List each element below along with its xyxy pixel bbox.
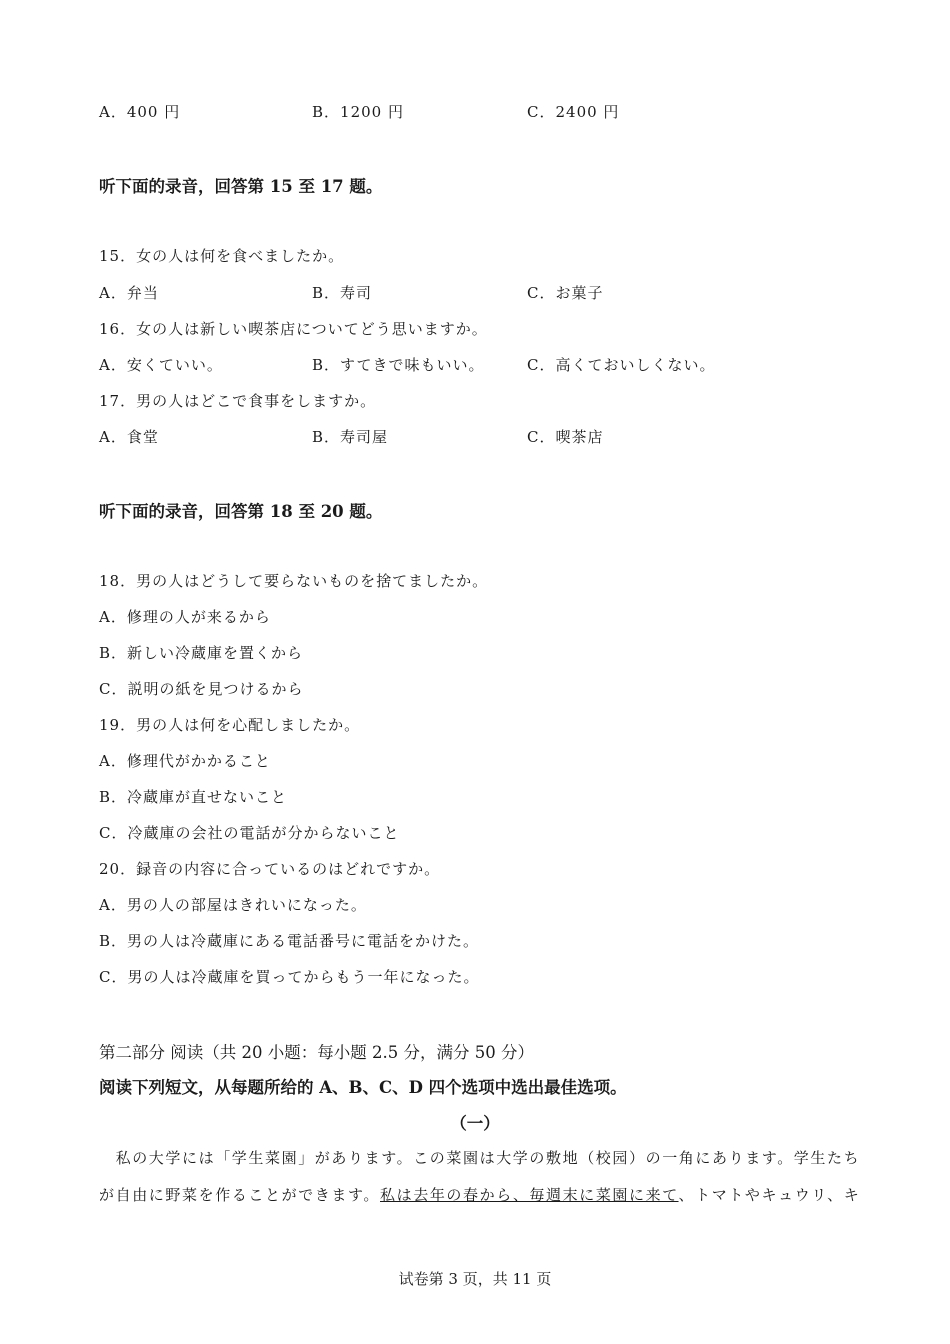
question-19: 19．男の人は何を心配しましたか。 (99, 716, 361, 734)
q14-option-a: A．400 円 (99, 103, 181, 121)
question-18: 18．男の人はどうして要らないものを捨てましたか。 (99, 572, 489, 590)
question-15: 15．女の人は何を食べましたか。 (99, 247, 345, 265)
q18-option-a: A．修理の人が来るから (99, 608, 271, 626)
q17-option-a: A．食堂 (99, 428, 159, 446)
passage-line-2-start: が自由に野菜を作ることができます。 (99, 1186, 381, 1204)
q15-option-a: A．弁当 (99, 284, 159, 302)
q15-option-c: C．お菓子 (527, 284, 604, 302)
section-heading-18-20: 听下面的录音，回答第 18 至 20 题。 (99, 502, 383, 521)
q19-option-a: A．修理代がかかること (99, 752, 271, 770)
underlined-phrase: 私は去年の春から、毎週末に菜園に来て (380, 1186, 679, 1204)
q16-option-b: B．すてきで味もいい。 (312, 356, 485, 374)
q19-option-c: C．冷蔵庫の会社の電話が分からないこと (99, 824, 400, 842)
passage-line-1: 私の大学には「学生菜園」があります。この菜園は大学の敷地（校园）の一角にあります。学生たち (99, 1149, 861, 1167)
q18-option-b: B．新しい冷蔵庫を置くから (99, 644, 304, 662)
q15-option-b: B．寿司 (312, 284, 373, 302)
passage-number: （一） (450, 1114, 500, 1133)
q16-option-a: A．安くていい。 (99, 356, 223, 374)
q18-option-c: C．説明の紙を見つけるから (99, 680, 304, 698)
q20-option-b: B．男の人は冷蔵庫にある電話番号に電話をかけた。 (99, 932, 480, 950)
passage-line-2-end: 、トマトやキュウリ、キ (678, 1186, 861, 1204)
page-footer: 试卷第 3 页，共 11 页 (398, 1270, 552, 1288)
part2-instruction: 阅读下列短文，从每题所给的 A、B、C、D 四个选项中选出最佳选项。 (99, 1078, 627, 1097)
q19-option-b: B．冷蔵庫が直せないこと (99, 788, 288, 806)
q16-option-c: C．高くておいしくない。 (527, 356, 716, 374)
q17-option-c: C．喫茶店 (527, 428, 604, 446)
passage-line-2 (99, 1184, 861, 1205)
q17-option-b: B．寿司屋 (312, 428, 389, 446)
question-17: 17．男の人はどこで食事をしますか。 (99, 392, 377, 410)
part2-title: 第二部分 阅读（共 20 小题：每小题 2.5 分，满分 50 分） (99, 1043, 534, 1062)
question-16: 16．女の人は新しい喫茶店についてどう思いますか。 (99, 320, 488, 338)
q20-option-c: C．男の人は冷蔵庫を買ってからもう一年になった。 (99, 968, 480, 986)
q14-option-c: C．2400 円 (527, 103, 620, 121)
question-20: 20．録音の内容に合っているのはどれですか。 (99, 860, 441, 878)
section-heading-15-17: 听下面的录音，回答第 15 至 17 题。 (99, 177, 383, 196)
q20-option-a: A．男の人の部屋はきれいになった。 (99, 896, 367, 914)
q14-option-b: B．1200 円 (312, 103, 404, 121)
